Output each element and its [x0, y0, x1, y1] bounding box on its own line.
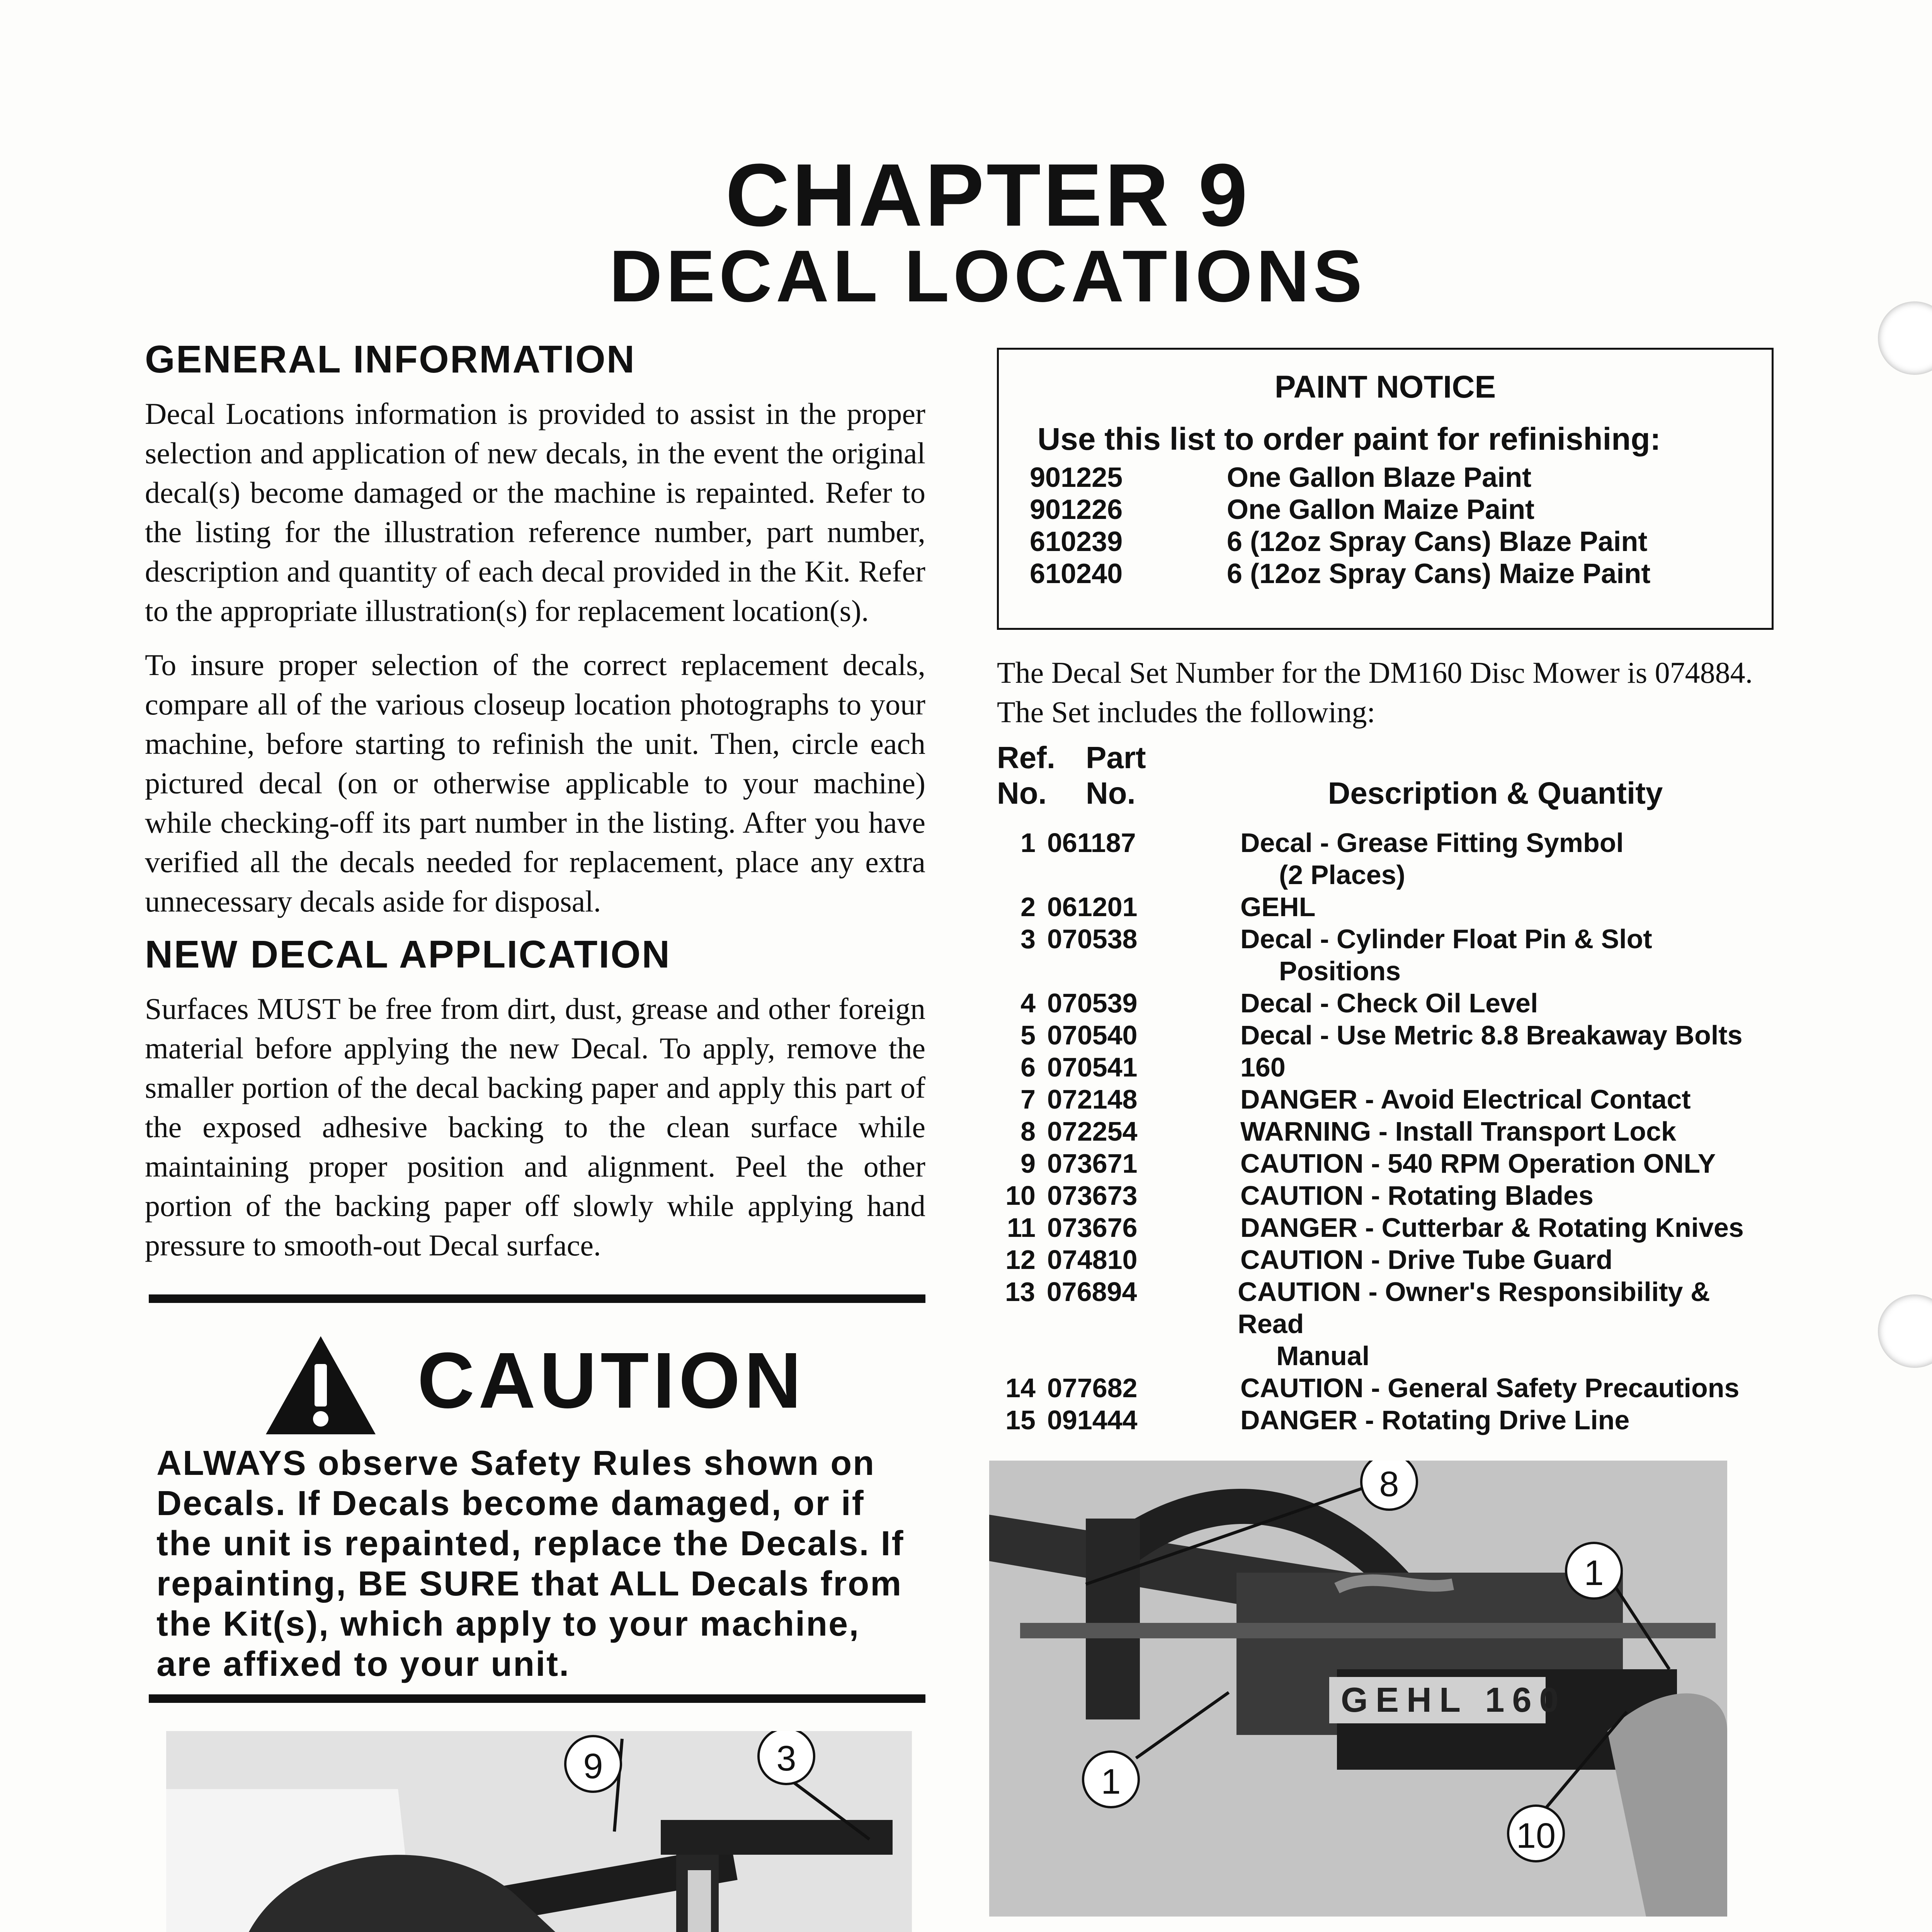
table-row: 4 070539 Decal - Check Oil Level	[1020, 988, 1538, 1018]
callout-3: 3	[757, 1731, 815, 1785]
table-row: 11 073676 DANGER - Cutterbar & Rotating Knives	[1007, 1213, 1744, 1243]
chapter-title: CHAPTER 9	[725, 145, 1250, 245]
callout-8: 8	[1360, 1461, 1418, 1511]
col-description-header: Description & Quantity	[1328, 776, 1663, 810]
general-information-heading: GENERAL INFORMATION	[145, 338, 636, 381]
caution-heading	[251, 1333, 908, 1434]
callout-10: 10	[1507, 1804, 1565, 1862]
gehl-decal-text: GEHL 160	[1341, 1681, 1566, 1719]
table-row: 5 070540 Decal - Use Metric 8.8 Breakaway Bolts	[1020, 1020, 1743, 1050]
general-information-paragraph-1: Decal Locations information is provided to assist in the proper selection and application of new decals, in the event the original decal(s) become damaged or the machine is repainted. Refer to the listing for the illustration reference number, part number, description and quantity of each decal provided in the Kit. Refer to the appropriate illustration(s) for replacement location(s).	[145, 397, 925, 628]
col-part-header: Part No.	[1086, 740, 1146, 810]
table-row: 2 061201 GEHL	[1020, 892, 1316, 922]
paint-notice-subtitle: Use this list to order paint for refinishing:	[1037, 422, 1661, 457]
photo-driveline	[166, 1731, 912, 1932]
binder-hole-middle	[1878, 1294, 1932, 1368]
table-row: 15 091444 DANGER - Rotating Drive Line	[1005, 1405, 1630, 1435]
decal-table	[997, 827, 1777, 1436]
callout-1: 1	[1565, 1542, 1623, 1600]
decal-table-header	[997, 740, 1770, 817]
paint-notice-box	[997, 348, 1774, 630]
paint-item: 610239 6 (12oz Spray Cans) Blaze Paint	[1030, 526, 1648, 557]
paint-item: 901225 One Gallon Blaze Paint	[1030, 462, 1532, 493]
chapter-subtitle: DECAL LOCATIONS	[609, 235, 1366, 317]
table-row: 14 077682 CAUTION - General Safety Precautions	[1005, 1373, 1740, 1403]
callout-1: 1	[1082, 1750, 1140, 1808]
paint-notice-title: PAINT NOTICE	[1274, 369, 1496, 405]
col-ref-header: Ref. No.	[997, 740, 1056, 810]
table-row: 1 061187 Decal - Grease Fitting Symbol (2 Places)	[1020, 828, 1624, 890]
caution-word: CAUTION	[417, 1336, 805, 1425]
general-information-paragraph-2: To insure proper selection of the correct replacement decals, compare all of the various closeup location photographs to your machine, before starting to refinish the unit. Then, circle each pictured decal (on or otherwise applicable to your machine) while checking-off its part number in the listing. After you have verified all the decals needed for replacement, place any extra unnecessary decals aside for disposal.	[145, 648, 925, 918]
table-row: 8 072254 WARNING - Install Transport Lock	[1020, 1116, 1676, 1146]
warning-triangle-icon	[263, 1333, 379, 1437]
table-row: 6 070541 160	[1020, 1052, 1286, 1082]
caution-bottom-rule	[149, 1694, 925, 1703]
paint-item: 901226 One Gallon Maize Paint	[1030, 494, 1535, 525]
caution-text: ALWAYS observe Safety Rules shown on Decals. If Decals become damaged, or if the unit is repainted, replace the Decals. If repainting, BE SURE that ALL Decals from the Kit(s), which apply to your machine, are affixed to your unit.	[156, 1444, 905, 1684]
paint-item: 610240 6 (12oz Spray Cans) Maize Paint	[1030, 558, 1651, 589]
decal-set-intro: The Decal Set Number for the DM160 Disc Mower is 074884. The Set includes the following:	[997, 656, 1753, 729]
table-row: 7 072148 DANGER - Avoid Electrical Contact	[1020, 1084, 1691, 1114]
mower-hitch-illustration	[989, 1461, 1727, 1917]
table-row: 9 073671 CAUTION - 540 RPM Operation ONLY	[1020, 1148, 1716, 1179]
new-decal-application-paragraph: Surfaces MUST be free from dirt, dust, grease and other foreign material before applying the new Decal. To apply, remove the smaller portion of the decal backing paper and apply this part of the exposed adhesive backing to the clean surface while maintaining proper position and alignment. Peel the other portion of the backing paper off slowly while applying hand pressure to smooth-out Decal surface.	[145, 992, 925, 1262]
callout-9: 9	[564, 1735, 622, 1793]
paint-list	[1030, 462, 1650, 590]
table-row: 12 074810 CAUTION - Drive Tube Guard	[1005, 1245, 1613, 1275]
table-row: 3 070538 Decal - Cylinder Float Pin & Slot Positions	[1020, 924, 1652, 986]
caution-top-rule	[149, 1294, 925, 1303]
table-row: 13 076894 CAUTION - Owner's Responsibility & Read Manual	[1005, 1277, 1710, 1371]
photo-mower-hitch	[989, 1461, 1727, 1917]
table-row: 10 073673 CAUTION - Rotating Blades	[1005, 1180, 1594, 1211]
new-decal-application-heading: NEW DECAL APPLICATION	[145, 933, 671, 976]
